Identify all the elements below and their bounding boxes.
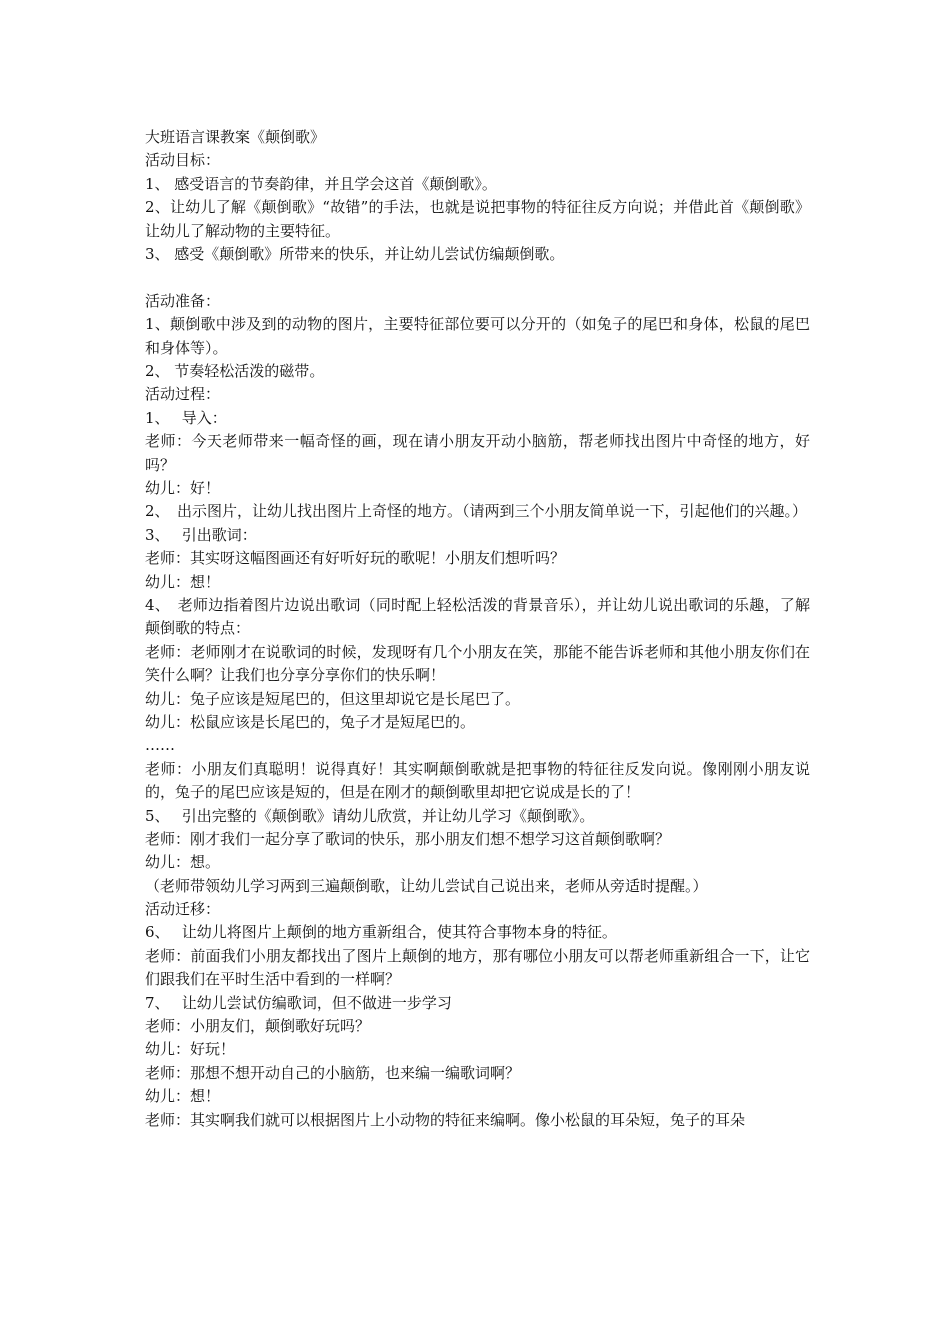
dialogue-line: 老师：小朋友们，颠倒歌好玩吗？ bbox=[145, 1017, 371, 1036]
dialogue-line: 幼儿：好！ bbox=[145, 478, 221, 497]
ellipsis-line: …… bbox=[145, 736, 175, 755]
dialogue-line: 幼儿：松鼠应该是长尾巴的，兔子才是短尾巴的。 bbox=[145, 712, 476, 731]
process-step-7: 7、 让幼儿尝试仿编歌词，但不做进一步学习 bbox=[145, 993, 452, 1012]
section-heading-preparation: 活动准备： bbox=[145, 291, 221, 310]
document-title: 大班语言课教案《颠倒歌》 bbox=[145, 128, 326, 146]
dialogue-line: 老师：前面我们小朋友都找出了图片上颠倒的地方，那有哪位小朋友可以帮老师重新组合一下，让它们跟我们在平时生活中看到的一样啊？ bbox=[145, 946, 810, 989]
dialogue-line: 幼儿：兔子应该是短尾巴的，但这里却说它是长尾巴了。 bbox=[145, 689, 521, 708]
dialogue-line: 幼儿：想！ bbox=[145, 1087, 221, 1106]
blank-line bbox=[145, 266, 810, 289]
dialogue-line: 幼儿：好玩！ bbox=[145, 1040, 236, 1059]
preparation-item-2: 2、 节奏轻松活泼的磁带。 bbox=[145, 361, 325, 380]
document-body bbox=[145, 126, 810, 1132]
goal-item-3: 3、 感受《颠倒歌》所带来的快乐，并让幼儿尝试仿编颠倒歌。 bbox=[145, 244, 565, 263]
preparation-item-1: 1、颠倒歌中涉及到的动物的图片，主要特征部位要可以分开的（如兔子的尾巴和身体，松鼠的尾巴和身体等）。 bbox=[145, 315, 810, 357]
dialogue-line: 老师：小朋友们真聪明！说得真好！其实啊颠倒歌就是把事物的特征往反发向说。像刚刚小朋友说的，兔子的尾巴应该是短的，但是在刚才的颠倒歌里却把它说成是长的了！ bbox=[145, 759, 810, 802]
dialogue-line: 老师：老师刚才在说歌词的时候，发现呀有几个小朋友在笑，那能不能告诉老师和其他小朋友你们在笑什么啊？让我们也分享分享你们的快乐啊！ bbox=[145, 642, 810, 685]
goal-item-2: 2、让幼儿了解《颠倒歌》“故错”的手法，也就是说把事物的特征往反方向说；并借此首《颠倒歌》让幼儿了解动物的主要特征。 bbox=[145, 198, 810, 240]
dialogue-line: 老师：那想不想开动自己的小脑筋，也来编一编歌词啊？ bbox=[145, 1063, 521, 1082]
process-step-5: 5、 引出完整的《颠倒歌》请幼儿欣赏，并让幼儿学习《颠倒歌》。 bbox=[145, 806, 595, 825]
dialogue-line: 老师：今天老师带来一幅奇怪的画，现在请小朋友开动小脑筋，帮老师找出图片中奇怪的地方，好吗？ bbox=[145, 432, 810, 474]
process-step-2: 2、 出示图片，让幼儿找出图片上奇怪的地方。（请两到三个小朋友简单说一下，引起他们的兴趣。） bbox=[145, 502, 808, 521]
dialogue-line: 幼儿：想！ bbox=[145, 572, 221, 591]
dialogue-line: 幼儿：想。 bbox=[145, 853, 221, 872]
note-line: （老师带领幼儿学习两到三遍颠倒歌，让幼儿尝试自己说出来，老师从旁适时提醒。） bbox=[145, 876, 708, 895]
process-step-4: 4、 老师边指着图片边说出歌词（同时配上轻松活泼的背景音乐），并让幼儿说出歌词的乐趣，了解颠倒歌的特点： bbox=[145, 595, 810, 638]
dialogue-line: 老师：刚才我们一起分享了歌词的快乐，那小朋友们想不想学习这首颠倒歌啊？ bbox=[145, 829, 671, 848]
section-heading-process: 活动过程： bbox=[145, 385, 221, 404]
section-heading-extension: 活动迁移： bbox=[145, 900, 221, 919]
dialogue-line: 老师：其实呀这幅图画还有好听好玩的歌呢！小朋友们想听吗？ bbox=[145, 549, 566, 568]
process-step-3: 3、 引出歌词： bbox=[145, 525, 257, 544]
process-step-1: 1、 导入： bbox=[145, 408, 227, 427]
process-step-6: 6、 让幼儿将图片上颠倒的地方重新组合，使其符合事物本身的特征。 bbox=[145, 923, 617, 942]
section-heading-goals: 活动目标： bbox=[145, 151, 221, 170]
goal-item-1: 1、 感受语言的节奏韵律，并且学会这首《颠倒歌》。 bbox=[145, 174, 497, 193]
dialogue-line: 老师：其实啊我们就可以根据图片上小动物的特征来编啊。像小松鼠的耳朵短，兔子的耳朵 bbox=[145, 1110, 746, 1129]
